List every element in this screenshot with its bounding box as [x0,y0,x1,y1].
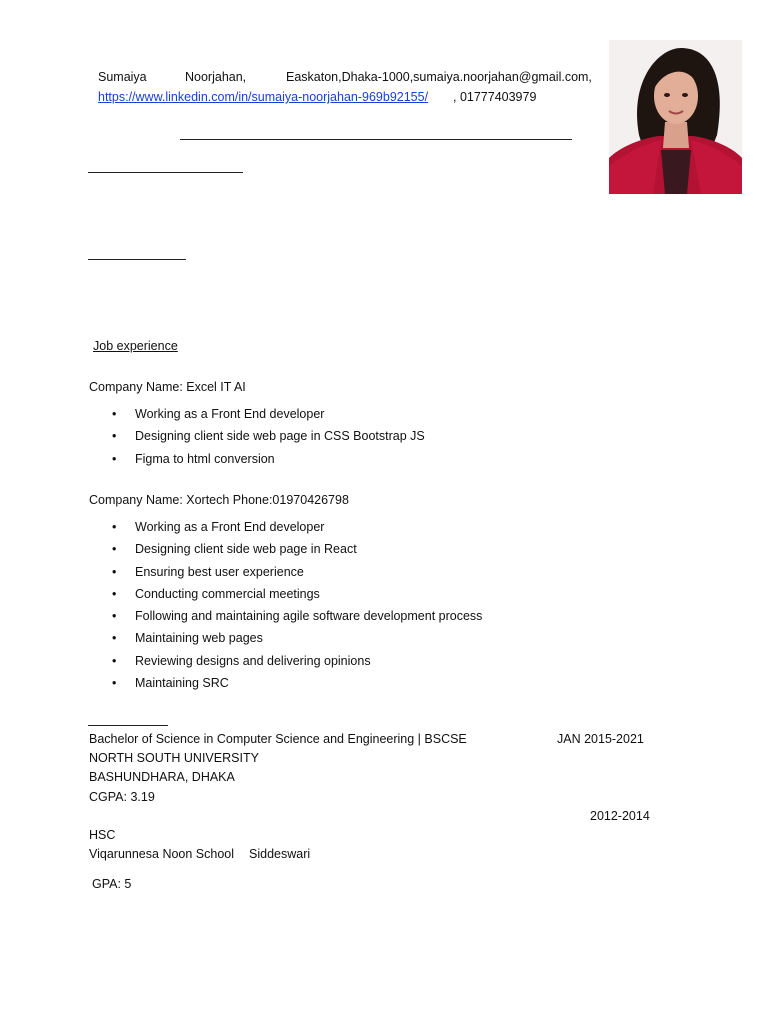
list-item: • Working as a Front End developer [89,406,425,428]
section-rule-3 [88,725,168,726]
school-name: Viqarunnesa Noon School [89,847,235,861]
university-location: BASHUNDHARA, DHAKA [89,770,235,784]
name-first: Sumaiya [98,70,147,84]
address-email: Easkaton,Dhaka-1000,sumaiya.noorjahan@gmail.com, [286,70,592,84]
name-last: Noorjahan, [185,70,247,84]
linkedin-link[interactable]: https://www.linkedin.com/in/sumaiya-noorjahan-969b92155/ [98,90,429,104]
school-area: Siddeswari [249,847,311,861]
section-rule-1 [88,172,243,173]
degree-period: JAN 2015-2021 [557,732,644,746]
gpa: GPA: 5 [92,877,132,891]
list-item: • Maintaining SRC [89,675,482,697]
header-divider [180,139,572,140]
company-duties-list [89,406,425,473]
hsc-period: 2012-2014 [590,809,650,823]
list-item: • Designing client side web page in CSS Bootstrap JS [89,428,425,450]
list-item: • Designing client side web page in React [89,541,482,563]
list-item: • Working as a Front End developer [89,519,482,541]
section-rule-2 [88,259,186,260]
phone-number: , 01777403979 [453,90,537,104]
list-item: • Ensuring best user experience [89,564,482,586]
degree-title: Bachelor of Science in Computer Science and Engineering | BSCSE [89,732,467,746]
list-item: • Reviewing designs and delivering opinions [89,653,482,675]
university-name: NORTH SOUTH UNIVERSITY [89,751,259,765]
company-duties-list [89,519,482,697]
hsc-label: HSC [89,828,116,842]
list-item: • Following and maintaining agile software development process [89,608,482,630]
profile-photo-image [609,40,742,194]
cgpa: CGPA: 3.19 [89,790,155,804]
company-name: Company Name: Xortech Phone:01970426798 [89,493,349,507]
list-item: • Figma to html conversion [89,451,425,473]
profile-photo [609,40,742,194]
list-item: • Conducting commercial meetings [89,586,482,608]
list-item: • Maintaining web pages [89,630,482,652]
section-heading-job-experience: Job experience [93,339,178,353]
company-name: Company Name: Excel IT AI [89,380,246,394]
